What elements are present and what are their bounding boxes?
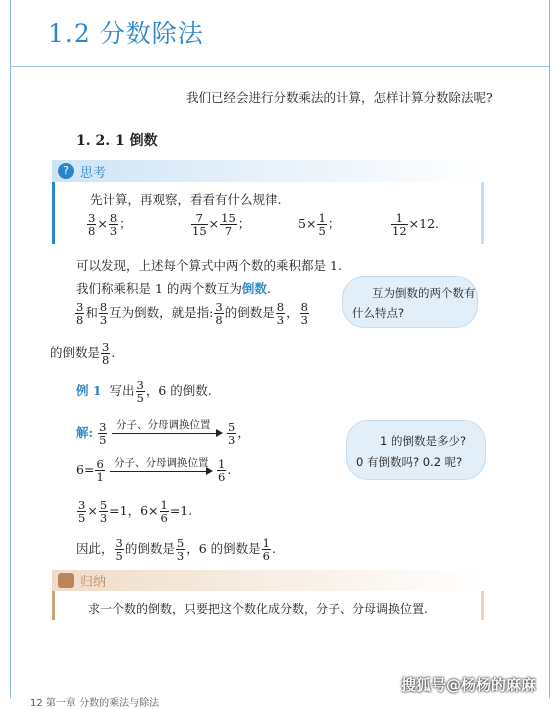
solution-row-3: $\frac{3}{5}$ × $\frac{5}{3}$ =1，6× $\frac{1}{6}$ =1. [78,498,193,525]
think-icon: ? [58,163,74,179]
definition-example-cont: 的倒数是 $\frac{3}{8}$ . [50,340,116,367]
solution-label: 解: [76,425,94,440]
arrow-1 [112,433,218,434]
arrow-label-1: 分子、分母调换位置 [116,419,211,431]
example-label: 例 1 [76,383,102,398]
cloud1-line2: 什么特点? [352,306,405,320]
think-label: 思考 [80,166,107,181]
intro-question: 我们已经会进行分数乘法的计算，怎样计算分数除法呢? [186,90,493,105]
solution-row-2: 6= $\frac{6}{1}$ [76,457,104,484]
think-expr-2: $\frac{7}{15}$ × $\frac{15}{7}$ ； [192,211,251,238]
think-instruction: 先计算，再观察，看看有什么规律. [90,192,282,207]
cloud1-line1: 互为倒数的两个数有 [372,286,476,300]
definition-text: 我们称乘积是 1 的两个数互为倒数. [76,281,271,296]
cloud2-line2: 0 有倒数吗? 0.2 呢? [356,455,463,469]
page-title: 1.2 分数除法 [48,19,204,48]
thought-cloud-2 [346,420,486,480]
arrow-1-head [216,429,223,437]
think-expr-3: 5× $\frac{1}{5}$ ； [298,211,341,238]
summary-header [52,570,484,591]
summary-icon [58,573,74,588]
summary-right-bar [481,591,484,620]
section-heading: 1. 2. 1 倒数 [76,133,158,149]
think-right-bar [481,182,484,244]
summary-text: 求一个数的倒数，只要把这个数化成分数，分子、分母调换位置. [88,602,428,616]
watermark: 搜狐号@杨杨的麻麻 [401,676,537,694]
title-divider [10,66,549,67]
cloud2-line1: 1 的倒数是多少? [380,434,467,448]
solution-row-2-result: $\frac{1}{6}$ . [218,457,232,484]
page-footer: 12 第一章 分数的乘法与除法 [30,698,160,709]
arrow-2-head [206,467,213,475]
think-expr-1: $\frac{3}{8}$ × $\frac{8}{3}$ ； [88,211,132,238]
definition-example: $\frac{3}{8}$ 和 $\frac{8}{3}$ 互为倒数，就是指: $\frac{3}{8}$ 的倒数是 $\frac{8}{3}$ ， $\frac{8}{3}$ [76,300,308,327]
term-reciprocal: 倒数 [241,281,267,296]
solution-row-1: 解: $\frac{3}{5}$ [76,420,107,447]
summary-label: 归纳 [80,575,107,590]
example-1: 例 1 写出 $\frac{3}{5}$ ，6 的倒数. [76,378,212,405]
think-expr-4: $\frac{1}{12}$ ×12. [392,211,439,238]
solution-row-1-result: $\frac{5}{3}$ ， [228,420,250,447]
think-header [52,160,484,182]
arrow-label-2: 分子、分母调换位置 [114,457,209,469]
observation-text: 可以发现，上述每个算式中两个数的乘积都是 1. [76,258,342,273]
solution-conclusion: 因此， $\frac{3}{5}$ 的倒数是 $\frac{5}{3}$ ，6 的倒数是 $\frac{1}{6}$ . [76,536,276,563]
arrow-2 [110,471,208,472]
